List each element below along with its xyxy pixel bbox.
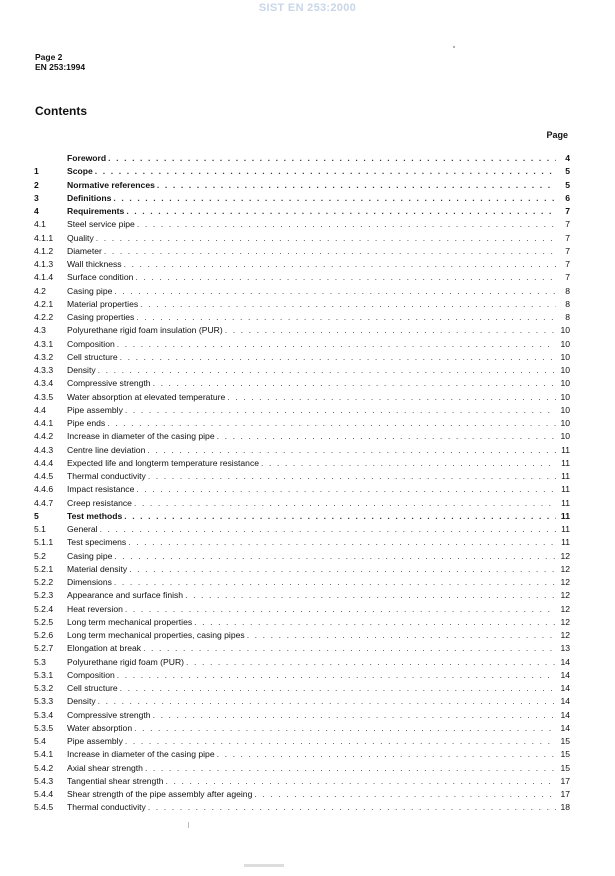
- toc-entry-title: Water absorption: [67, 722, 133, 733]
- toc-entry-title: Composition: [67, 338, 115, 349]
- toc-entry: [34, 404, 570, 417]
- toc-leader-dots: [95, 165, 556, 178]
- toc-leader-dots: [261, 457, 556, 470]
- toc-entry: [34, 192, 570, 205]
- toc-entry: [34, 271, 570, 284]
- toc-entry: [34, 748, 570, 761]
- toc-entry-page: 15: [560, 762, 570, 773]
- toc-entry-page: 7: [565, 245, 570, 256]
- toc-entry-number: 4.3.4: [34, 378, 54, 389]
- toc-entry-page: 7: [565, 206, 570, 216]
- toc-entry-title: Pipe ends: [67, 418, 106, 428]
- toc-entry-number: 5.4.1: [34, 749, 54, 760]
- toc-entry-number: 5.3.4: [34, 709, 54, 720]
- toc-entry-page: 12: [560, 577, 570, 587]
- toc-entry: [34, 523, 570, 536]
- toc-entry-number: 2: [34, 179, 39, 190]
- toc-entry: [34, 218, 570, 231]
- toc-entry-page: 10: [560, 431, 570, 442]
- toc-leader-dots: [96, 232, 556, 245]
- toc-entry-number: 4: [34, 206, 39, 216]
- toc-entry-number: 4.4.4: [34, 457, 54, 468]
- toc-entry: [34, 457, 570, 470]
- toc-leader-dots: [128, 536, 556, 549]
- toc-entry-title: Tangential shear strength: [67, 775, 164, 786]
- toc-entry-title: Requirements: [67, 206, 125, 216]
- toc-entry-page: 18: [560, 802, 570, 813]
- toc-leader-dots: [147, 444, 556, 457]
- toc-leader-dots: [114, 576, 556, 589]
- toc-entry-number: 5.2.2: [34, 577, 54, 587]
- toc-entry-page: 7: [565, 259, 570, 269]
- toc-leader-dots: [107, 417, 556, 430]
- toc-leader-dots: [98, 695, 556, 708]
- page-number: Page 2: [35, 52, 63, 62]
- toc-entry: [34, 801, 570, 814]
- toc-entry-number: 5.3.5: [34, 722, 54, 733]
- toc-entry-number: 5.1: [34, 524, 46, 534]
- toc-entry-page: 10: [560, 325, 570, 336]
- toc-entry-title: Impact resistance: [67, 484, 135, 495]
- toc-entry-title: Cell structure: [67, 683, 118, 693]
- toc-entry-number: 5.4.4: [34, 789, 54, 799]
- toc-entry-page: 4: [565, 153, 570, 163]
- toc-entry-number: 4.3.5: [34, 391, 54, 402]
- toc-entry-number: 5.4.5: [34, 802, 54, 813]
- toc-leader-dots: [227, 391, 556, 404]
- toc-entry-page: 11: [561, 457, 570, 468]
- toc-entry-title: Centre line deviation: [67, 444, 146, 455]
- toc-entry-page: 11: [560, 510, 570, 521]
- toc-entry-title: Density: [67, 365, 96, 375]
- toc-entry: [34, 589, 570, 602]
- toc-entry: [34, 682, 570, 695]
- toc-leader-dots: [136, 483, 556, 496]
- toc-entry-number: 3: [34, 192, 39, 203]
- toc-entry: [34, 536, 570, 549]
- table-of-contents: [34, 152, 570, 815]
- toc-entry: [34, 430, 570, 443]
- toc-entry-number: 4.3.2: [34, 351, 54, 362]
- scan-smudge: [244, 864, 284, 867]
- toc-leader-dots: [125, 404, 556, 417]
- toc-entry-number: 5.2.3: [34, 590, 54, 601]
- toc-entry-page: 14: [560, 709, 570, 720]
- toc-entry-title: Scope: [67, 166, 93, 177]
- toc-entry-title: Steel service pipe: [67, 219, 135, 230]
- toc-entry: [34, 550, 570, 563]
- toc-entry-page: 14: [560, 683, 570, 693]
- toc-entry: [34, 470, 570, 483]
- toc-leader-dots: [120, 351, 556, 364]
- toc-entry-number: 4.4.7: [34, 497, 54, 508]
- watermark: SIST EN 253:2000: [258, 2, 357, 14]
- toc-entry-number: 5.4.3: [34, 775, 54, 786]
- toc-entry: [34, 351, 570, 364]
- toc-entry-number: 5.2: [34, 550, 46, 561]
- toc-entry-title: Shear strength of the pipe assembly after ageing: [67, 789, 253, 799]
- toc-leader-dots: [117, 669, 556, 682]
- toc-leader-dots: [114, 550, 556, 563]
- toc-entry-page: 14: [560, 722, 570, 733]
- toc-entry-page: 15: [560, 749, 570, 760]
- toc-leader-dots: [124, 258, 556, 271]
- toc-entry-page: 12: [560, 590, 570, 601]
- toc-entry-page: 5: [565, 166, 570, 177]
- toc-entry: [34, 311, 570, 324]
- toc-entry-number: 5: [34, 510, 39, 521]
- toc-leader-dots: [114, 285, 556, 298]
- toc-entry-number: 4.2.1: [34, 298, 54, 309]
- toc-entry-title: Long term mechanical properties, casing pipes: [67, 630, 245, 640]
- toc-entry: [34, 152, 570, 165]
- toc-entry-title: Expected life and longterm temperature resistance: [67, 457, 260, 468]
- toc-entry: [34, 483, 570, 496]
- toc-entry-page: 17: [560, 775, 570, 786]
- toc-entry-number: 4.4.3: [34, 444, 54, 455]
- toc-entry-title: Polyurethane rigid foam insulation (PUR): [67, 325, 223, 336]
- contents-title: Contents: [35, 104, 87, 118]
- toc-entry-page: 11: [561, 484, 570, 495]
- toc-entry-title: Diameter: [67, 245, 102, 256]
- toc-entry-number: 5.4.2: [34, 762, 54, 773]
- toc-entry-number: 1: [34, 166, 39, 177]
- toc-entry-title: Appearance and surface finish: [67, 590, 184, 601]
- toc-entry: [34, 603, 570, 616]
- toc-entry-page: 8: [565, 298, 570, 309]
- toc-entry-title: Test specimens: [67, 537, 127, 548]
- toc-entry-title: Casing pipe: [67, 285, 113, 296]
- toc-entry: [34, 563, 570, 576]
- toc-entry-page: 14: [560, 669, 570, 680]
- scan-speck: [453, 46, 455, 48]
- toc-entry-title: Foreword: [67, 153, 107, 163]
- toc-entry-page: 11: [561, 444, 570, 455]
- toc-entry-title: Polyurethane rigid foam (PUR): [67, 656, 185, 667]
- toc-leader-dots: [148, 801, 556, 814]
- toc-entry: [34, 232, 570, 245]
- toc-entry-title: Normative references: [67, 179, 155, 190]
- toc-leader-dots: [129, 563, 556, 576]
- toc-entry-page: 11: [561, 471, 570, 481]
- toc-entry-page: 8: [565, 285, 570, 296]
- toc-entry-title: Creep resistance: [67, 497, 132, 508]
- toc-entry-page: 10: [560, 351, 570, 362]
- toc-leader-dots: [98, 364, 556, 377]
- toc-entry-number: 5.2.6: [34, 630, 54, 640]
- toc-entry-title: Cell structure: [67, 351, 118, 362]
- toc-entry-title: Surface condition: [67, 272, 134, 283]
- toc-entry-number: 4.4.2: [34, 431, 54, 442]
- toc-entry-title: Compressive strength: [67, 378, 151, 389]
- toc-entry-page: 11: [561, 497, 570, 508]
- toc-entry-title: Compressive strength: [67, 709, 151, 720]
- toc-entry-page: 17: [560, 789, 570, 799]
- toc-leader-dots: [125, 735, 556, 748]
- toc-leader-dots: [134, 722, 556, 735]
- page-header: [35, 52, 85, 72]
- toc-entry-page: 10: [560, 418, 570, 428]
- toc-leader-dots: [104, 245, 556, 258]
- toc-leader-dots: [166, 775, 556, 788]
- toc-entry: [34, 762, 570, 775]
- toc-entry: [34, 775, 570, 788]
- toc-entry-number: 4.3.3: [34, 365, 54, 375]
- toc-entry-number: 4.4: [34, 404, 46, 415]
- toc-leader-dots: [120, 682, 556, 695]
- toc-leader-dots: [247, 629, 556, 642]
- toc-entry-number: 4.1.4: [34, 272, 54, 283]
- toc-entry-page: 14: [560, 656, 570, 667]
- toc-entry-title: Test methods: [67, 510, 123, 521]
- toc-entry: [34, 722, 570, 735]
- toc-entry-number: 4.3.1: [34, 338, 54, 349]
- toc-entry-number: 5.2.1: [34, 563, 54, 574]
- toc-leader-dots: [157, 179, 556, 192]
- toc-entry-page: 13: [560, 643, 570, 654]
- toc-entry-page: 10: [560, 378, 570, 389]
- toc-entry: [34, 245, 570, 258]
- toc-entry-title: Wall thickness: [67, 259, 122, 269]
- toc-entry-number: 4.1.3: [34, 259, 54, 269]
- toc-entry-number: 4.4.5: [34, 471, 54, 481]
- toc-entry-title: Quality: [67, 232, 94, 243]
- toc-entry-title: Pipe assembly: [67, 736, 123, 746]
- toc-entry-number: 5.1.1: [34, 537, 54, 548]
- toc-entry-number: 5.3.1: [34, 669, 54, 680]
- toc-leader-dots: [140, 298, 556, 311]
- toc-entry: [34, 285, 570, 298]
- toc-leader-dots: [113, 192, 556, 205]
- toc-entry-title: Axial shear strength: [67, 762, 143, 773]
- toc-leader-dots: [100, 523, 556, 536]
- toc-entry: [34, 391, 570, 404]
- toc-entry-number: 5.2.7: [34, 643, 54, 654]
- toc-leader-dots: [137, 218, 556, 231]
- toc-entry-page: 10: [560, 404, 570, 415]
- toc-entry-number: 4.4.1: [34, 418, 54, 428]
- toc-leader-dots: [134, 497, 556, 510]
- toc-entry: [34, 629, 570, 642]
- toc-leader-dots: [153, 377, 556, 390]
- toc-entry-page: 7: [565, 232, 570, 243]
- toc-entry-title: Casing pipe: [67, 550, 113, 561]
- toc-entry: [34, 179, 570, 192]
- toc-entry-number: 4.1.1: [34, 232, 54, 243]
- toc-entry: [34, 444, 570, 457]
- toc-entry: [34, 324, 570, 337]
- toc-leader-dots: [217, 430, 556, 443]
- toc-leader-dots: [254, 788, 556, 801]
- toc-entry-number: 5.4: [34, 736, 46, 746]
- toc-entry-title: Material properties: [67, 298, 139, 309]
- toc-entry: [34, 338, 570, 351]
- toc-entry-page: 12: [560, 630, 570, 640]
- toc-leader-dots: [148, 470, 556, 483]
- scan-mark: [188, 822, 189, 828]
- toc-entry-number: 4.3: [34, 325, 46, 336]
- toc-entry-page: 11: [561, 537, 570, 548]
- toc-entry: [34, 656, 570, 669]
- toc-leader-dots: [186, 656, 556, 669]
- toc-entry-page: 14: [560, 696, 570, 707]
- toc-leader-dots: [135, 271, 556, 284]
- toc-entry-page: 12: [560, 603, 570, 614]
- toc-entry-page: 10: [560, 338, 570, 349]
- toc-entry-number: 4.2: [34, 285, 46, 296]
- toc-entry-title: Increase in diameter of the casing pipe: [67, 749, 215, 760]
- toc-entry-title: Dimensions: [67, 577, 112, 587]
- toc-entry-page: 11: [561, 524, 570, 534]
- toc-entry: [34, 258, 570, 271]
- toc-leader-dots: [217, 748, 556, 761]
- toc-entry: [34, 788, 570, 801]
- toc-entry-title: Thermal conductivity: [67, 471, 146, 481]
- toc-entry: [34, 709, 570, 722]
- toc-entry: [34, 364, 570, 377]
- toc-entry-page: 5: [565, 179, 570, 190]
- toc-entry: [34, 510, 570, 523]
- toc-entry-title: Composition: [67, 669, 115, 680]
- toc-entry-title: Casing properties: [67, 312, 135, 322]
- toc-entry-title: General: [67, 524, 98, 534]
- toc-entry: [34, 205, 570, 218]
- toc-leader-dots: [153, 709, 556, 722]
- toc-entry: [34, 735, 570, 748]
- toc-entry: [34, 616, 570, 629]
- toc-entry-title: Density: [67, 696, 96, 707]
- toc-entry: [34, 576, 570, 589]
- toc-entry-number: 4.1: [34, 219, 46, 230]
- toc-entry-page: 15: [560, 736, 570, 746]
- toc-leader-dots: [225, 324, 556, 337]
- page-column-label: Page: [546, 130, 568, 140]
- toc-entry: [34, 298, 570, 311]
- toc-entry: [34, 642, 570, 655]
- toc-entry-title: Thermal conductivity: [67, 802, 146, 813]
- toc-entry-page: 10: [560, 365, 570, 375]
- standard-id: EN 253:1994: [35, 62, 86, 72]
- toc-entry-title: Pipe assembly: [67, 404, 123, 415]
- toc-entry-number: 4.2.2: [34, 312, 54, 322]
- toc-entry-title: Water absorption at elevated temperature: [67, 391, 226, 402]
- toc-entry-page: 7: [565, 272, 570, 283]
- toc-leader-dots: [143, 642, 556, 655]
- toc-entry-title: Long term mechanical properties: [67, 616, 193, 627]
- toc-leader-dots: [108, 152, 556, 165]
- toc-entry: [34, 377, 570, 390]
- toc-leader-dots: [194, 616, 556, 629]
- toc-leader-dots: [124, 510, 556, 523]
- toc-entry-title: Definitions: [67, 192, 112, 203]
- toc-leader-dots: [185, 589, 556, 602]
- toc-entry-number: 5.2.5: [34, 616, 54, 627]
- toc-leader-dots: [136, 311, 556, 324]
- toc-entry-number: 5.3.2: [34, 683, 54, 693]
- toc-entry: [34, 497, 570, 510]
- toc-entry-page: 8: [565, 312, 570, 322]
- toc-entry-page: 12: [560, 616, 570, 627]
- toc-entry-title: Increase in diameter of the casing pipe: [67, 431, 215, 442]
- toc-entry-page: 12: [560, 550, 570, 561]
- toc-entry-page: 7: [565, 219, 570, 230]
- toc-entry-number: 5.3: [34, 656, 46, 667]
- toc-entry-number: 4.1.2: [34, 245, 54, 256]
- toc-leader-dots: [145, 762, 556, 775]
- toc-entry: [34, 417, 570, 430]
- toc-entry: [34, 669, 570, 682]
- toc-entry: [34, 695, 570, 708]
- toc-entry: [34, 165, 570, 178]
- toc-entry-title: Heat reversion: [67, 603, 123, 614]
- toc-entry-page: 6: [565, 192, 570, 203]
- toc-entry-title: Elongation at break: [67, 643, 142, 654]
- toc-leader-dots: [117, 338, 556, 351]
- toc-entry-number: 5.3.3: [34, 696, 54, 707]
- toc-leader-dots: [126, 205, 556, 218]
- toc-entry-number: 4.4.6: [34, 484, 54, 495]
- toc-leader-dots: [125, 603, 556, 616]
- toc-entry-page: 10: [560, 391, 570, 402]
- toc-entry-title: Material density: [67, 563, 128, 574]
- toc-entry-number: 5.2.4: [34, 603, 54, 614]
- toc-entry-page: 12: [560, 563, 570, 574]
